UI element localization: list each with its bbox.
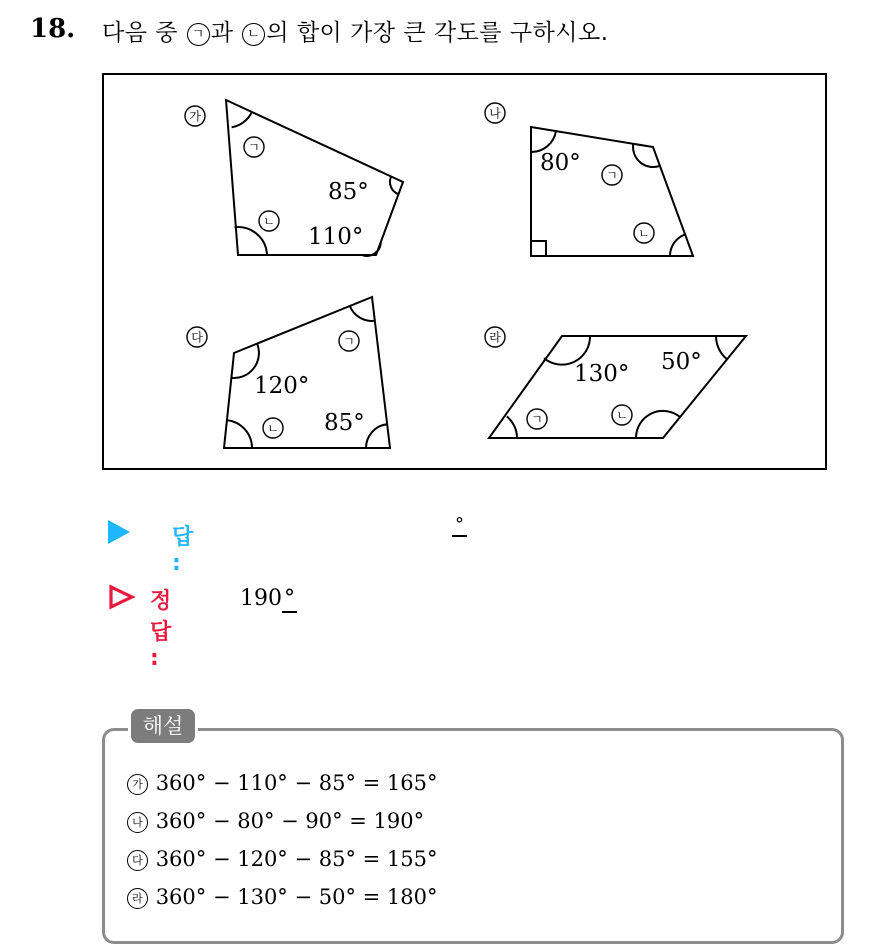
solution-text-ga: 360° − 110° − 85° = 165° bbox=[155, 771, 438, 795]
solution-mark-na: 나 bbox=[127, 812, 148, 833]
figure-label-na: 나 bbox=[489, 106, 501, 121]
solution-mark-ga: 가 bbox=[127, 774, 148, 795]
mark-na-1: ㄱ bbox=[606, 168, 618, 183]
solution-mark-ra: 라 bbox=[127, 888, 148, 909]
answer-blank[interactable]: ° bbox=[452, 514, 467, 537]
angle-arc-ra-3 bbox=[507, 416, 517, 438]
quad-na bbox=[531, 127, 693, 256]
question-text bbox=[102, 14, 609, 47]
angle-na-80: 80° bbox=[540, 150, 581, 176]
solution-line-da bbox=[126, 840, 438, 878]
angle-da-85: 85° bbox=[324, 410, 365, 436]
question-text-mid: 과 bbox=[210, 20, 234, 46]
right-angle-mark-na bbox=[531, 241, 546, 256]
answer-row bbox=[108, 514, 464, 576]
mark-da-1: ㄱ bbox=[343, 334, 355, 349]
mark-da-2: ㄴ bbox=[267, 421, 279, 436]
angle-ra-50: 50° bbox=[661, 349, 702, 375]
circled-mark-1: ㄱ bbox=[187, 23, 210, 46]
mark-ga-2: ㄴ bbox=[263, 214, 275, 229]
question-text-before: 다음 중 bbox=[102, 20, 178, 46]
solution-mark-da: 다 bbox=[127, 850, 148, 871]
angle-arc-da-4 bbox=[366, 424, 387, 448]
angle-arc-ga-2 bbox=[235, 227, 268, 255]
solution-line-na bbox=[126, 802, 438, 840]
angle-arc-ga-3 bbox=[362, 242, 381, 256]
angle-arc-da-3 bbox=[227, 420, 252, 448]
angle-arc-na-3 bbox=[670, 234, 685, 256]
correct-label: 정답 : bbox=[150, 589, 172, 671]
quadrilaterals-figure bbox=[104, 75, 829, 472]
angle-ga-110: 110° bbox=[308, 224, 364, 250]
mark-ra-2: ㄴ bbox=[616, 408, 628, 423]
angle-ra-130: 130° bbox=[574, 361, 630, 387]
angle-arc-ga-1 bbox=[232, 113, 252, 127]
mark-na-2: ㄴ bbox=[638, 226, 650, 241]
circled-mark-2: ㄴ bbox=[242, 23, 265, 46]
answer-label: 답 : bbox=[172, 525, 194, 576]
outline-triangle-icon bbox=[108, 584, 136, 610]
mark-ra-1: ㄱ bbox=[531, 412, 543, 427]
angle-da-120: 120° bbox=[254, 373, 310, 399]
solution-text-da: 360° − 120° − 85° = 155° bbox=[155, 847, 438, 871]
angle-arc-na-1 bbox=[531, 131, 556, 152]
solution-line-ra bbox=[126, 878, 438, 916]
correct-number: 190 bbox=[240, 586, 282, 611]
mark-ga-1: ㄱ bbox=[248, 140, 260, 155]
solution-line-ga bbox=[126, 764, 438, 802]
solution-text-ra: 360° − 130° − 50° = 180° bbox=[155, 885, 438, 909]
angle-arc-ra-2 bbox=[716, 336, 727, 359]
correct-unit: ° bbox=[284, 586, 295, 611]
question-text-after: 의 합이 가장 큰 각도를 구하시오. bbox=[266, 20, 609, 46]
figure-label-ra: 라 bbox=[489, 330, 501, 345]
question-number: 18. bbox=[30, 14, 76, 44]
solution-lines bbox=[126, 764, 438, 916]
correct-value bbox=[240, 586, 297, 611]
play-triangle-icon bbox=[108, 520, 130, 544]
figure-label-ga: 가 bbox=[189, 109, 201, 124]
solution-title: 해설 bbox=[128, 706, 198, 746]
solution-text-na: 360° − 80° − 90° = 190° bbox=[155, 809, 425, 833]
correct-answer-row bbox=[108, 584, 295, 671]
figure-label-da: 다 bbox=[191, 330, 203, 345]
angle-arc-da-2 bbox=[350, 306, 375, 321]
figure-box bbox=[102, 73, 827, 470]
angle-ga-85: 85° bbox=[328, 179, 369, 205]
